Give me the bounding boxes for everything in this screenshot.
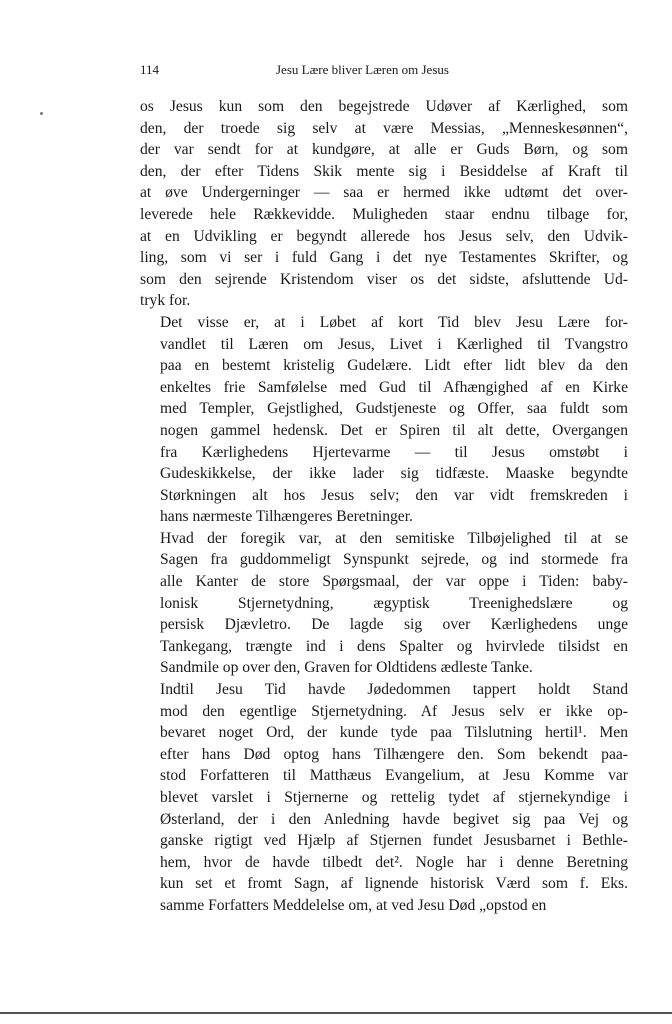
text-line: den, der efter Tidens Skik mente sig i Besiddelse af Kraft til (140, 162, 628, 180)
text-line: tryk for. (140, 292, 191, 310)
text-line: enkeltes frie Samfølelse med Gud til Afhængighed af en Kirke (160, 378, 628, 396)
text-line: Hvad der foregik var, at den semitiske Tilbøjelighed til at se (160, 529, 628, 547)
text-line: leverede hele Rækkevidde. Muligheden staar endnu tilbage for, (140, 205, 628, 223)
text-line: efter hans Død optog hans Tilhængere den. Som bekendt paa- (160, 745, 628, 763)
text-line: Sagen fra guddommeligt Synspunkt sejrede, og ind stormede fra (160, 551, 628, 569)
paragraph-4 (140, 679, 628, 917)
text-line: Indtil Jesu Tid havde Jødedommen tappert holdt Stand (160, 681, 628, 699)
page-number: 114 (140, 62, 160, 77)
text-line: ganske rigtigt ved Hjælp af Stjernen fundet Jesusbarnet i Bethle- (160, 832, 628, 850)
text-line: mod den egentlige Stjernetydning. Af Jesus selv er ikke op- (160, 702, 628, 720)
text-line: stod Forfatteren til Matthæus Evangelium, at Jesu Komme var (160, 767, 628, 785)
page-header (140, 62, 628, 82)
text-line: der var sendt for at kundgøre, at alle er Guds Børn, og som (140, 141, 628, 159)
text-line: vandlet til Læren om Jesus, Livet i Kærlighed til Tvangstro (160, 335, 628, 353)
bottom-rule (0, 1012, 672, 1014)
text-line: at en Udvikling er begyndt allerede hos Jesus selv, den Udvik- (140, 227, 628, 245)
text-line: Østerland, der i den Anledning havde begivet sig paa Vej og (160, 810, 628, 828)
text-line: med Templer, Gejstlighed, Gudstjeneste og Offer, saa fuldt som (160, 400, 628, 418)
text-line: bevaret noget Ord, der kunde tyde paa Tilslutning hertil¹. Men (160, 724, 628, 742)
text-line: lonisk Stjernetydning, ægyptisk Treenighedslære og (160, 594, 628, 612)
text-line: den, der troede sig selv at være Messias, „Menneskesønnen“, (140, 119, 628, 137)
text-line: Tankegang, trængte ind i dens Spalter og hvirvlede tilsidst en (160, 637, 628, 655)
text-line: hans nærmeste Tilhængeres Beretninger. (160, 508, 413, 526)
text-line: at øve Undergerninger — saa er hermed ikke udtømt det over- (140, 184, 628, 202)
text-line: blevet varslet i Stjernerne og rettelig tydet af stjernekyndige i (160, 789, 628, 806)
text-line: hem, hvor de havde tilbedt det². Nogle har i denne Beretning (160, 853, 628, 871)
text-line: som den sejrende Kristendom viser os det sidste, afsluttende Ud- (140, 270, 628, 288)
text-line: kun set et fromt Sagn, af lignende historisk Værd som f. Eks. (160, 875, 628, 893)
paragraph-1 (140, 96, 628, 312)
text-line: os Jesus kun som den begejstrede Udøver af Kærlighed, som (140, 98, 628, 115)
paragraph-3 (140, 528, 628, 679)
text-line: paa en bestemt kristelig Gudelære. Lidt efter lidt blev da den (160, 357, 628, 375)
text-line: Størkningen alt hos Jesus selv; den var vidt fremskreden i (160, 486, 628, 504)
running-title: Jesu Lære bliver Læren om Jesus (276, 62, 449, 77)
text-line: alle Kanter de store Spørgsmaal, der var oppe i Tiden: baby- (160, 573, 628, 591)
text-line: Gudeskikkelse, der ikke lader sig tidfæste. Maaske begyndte (160, 465, 628, 483)
paragraph-2 (140, 312, 628, 528)
text-line: Det visse er, at i Løbet af kort Tid blev Jesu Lære for- (160, 313, 628, 331)
text-line: samme Forfatters Meddelelse om, at ved Jesu Død „opstod en (160, 896, 547, 914)
text-line: ling, som vi ser i fuld Gang i det nye Testamentes Skrifter, og (140, 249, 628, 267)
text-line: persisk Djævletro. De lagde sig over Kærlighedens unge (160, 616, 628, 634)
text-line: Sandmile op over den, Graven for Oldtidens ædleste Tanke. (160, 659, 533, 677)
body-text (140, 96, 628, 917)
text-line: fra Kærlighedens Hjertevarme — til Jesus omstøbt i (160, 443, 628, 461)
margin-speck (40, 112, 43, 115)
text-line: nogen gammel hedensk. Det er Spiren til alt dette, Overgangen (160, 421, 628, 439)
